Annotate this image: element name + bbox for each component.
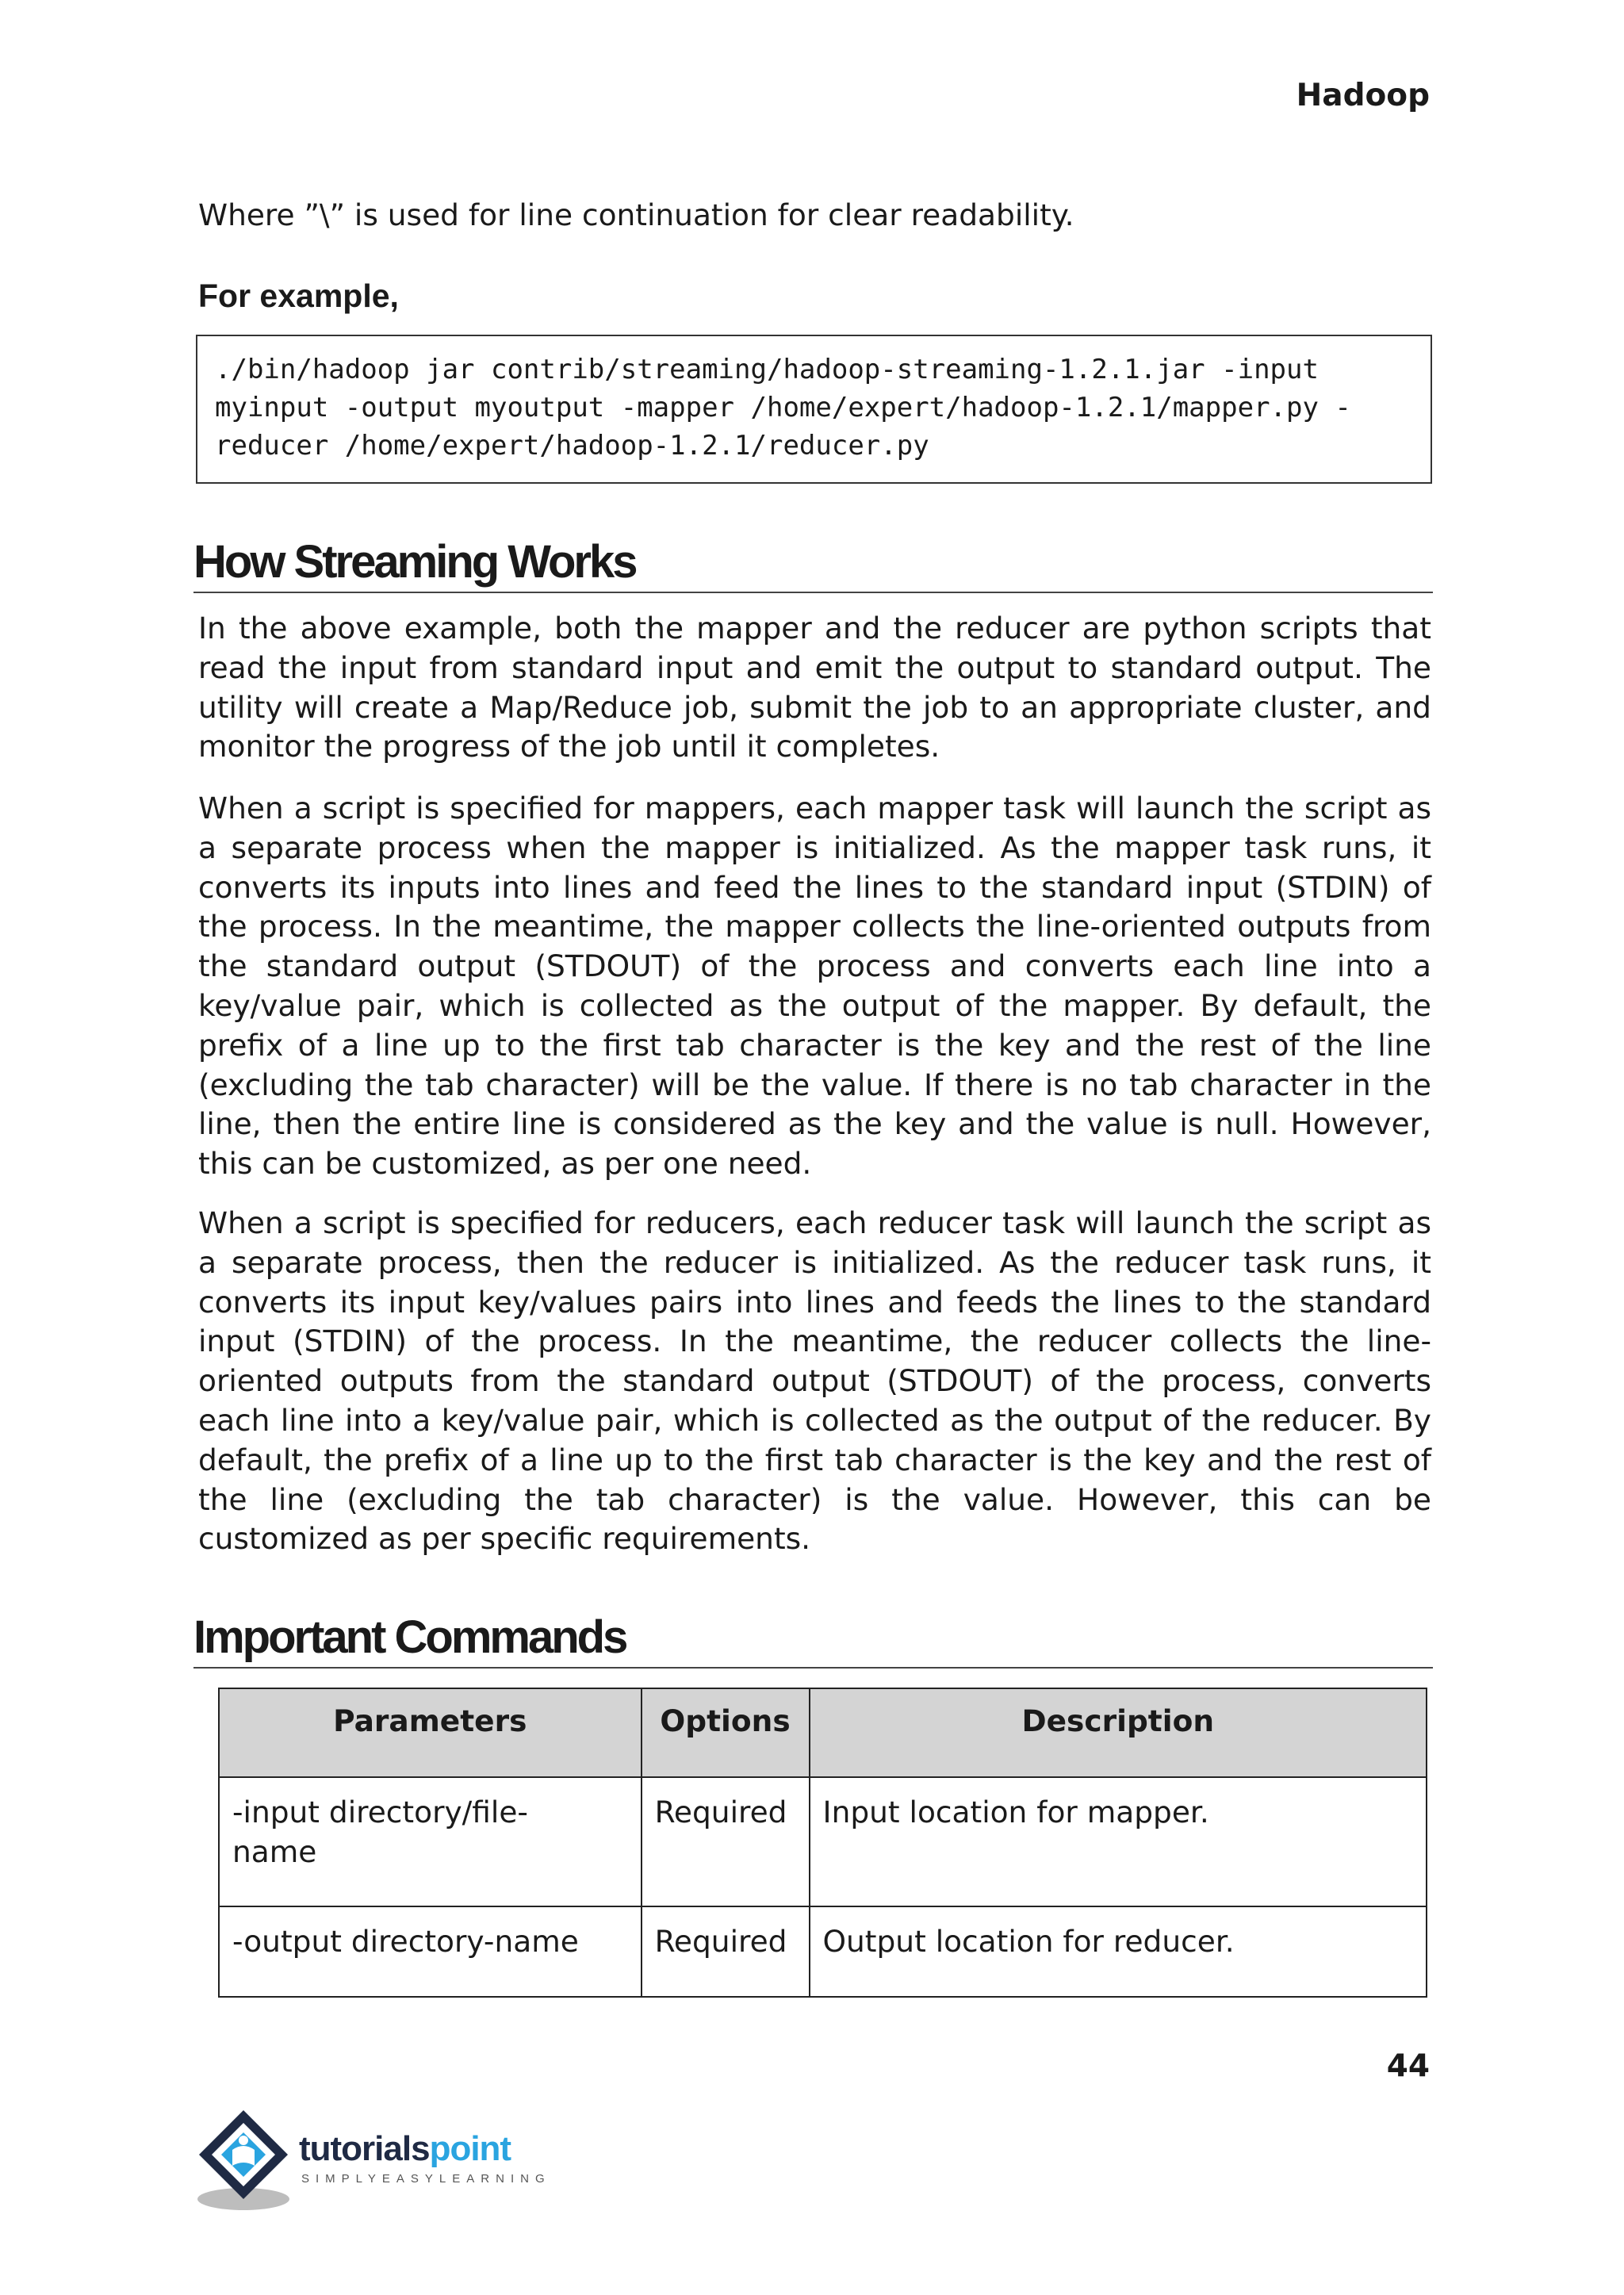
section-heading-streaming: How Streaming Works	[193, 534, 1433, 593]
column-header: Parameters	[219, 1688, 642, 1777]
table-cell: -input directory/file-name	[219, 1777, 642, 1906]
paragraph-1: In the above example, both the mapper and the reducer are python scripts that read the input from standard input and emit the output to standard output. The utility will create a Map/Reduce job, submit the job to an appropriate cluster, and monitor the progress of the job until it completes.	[198, 611, 1431, 764]
table-cell: Required	[642, 1777, 810, 1906]
logo-wordmark: tutorialspoint	[299, 2129, 511, 2168]
paragraph-3: When a script is specified for reducers, each reducer task will launch the script as a separate process, then the reducer is initialized. As the reducer task runs, it converts its input key/values pairs into lines and feeds the lines to the standard input (STDIN) of the process. In the meantime, the reducer collects the line-oriented outputs from the standard output (STDOUT) of the process, converts each line into a key/value pair, which is collected as the output of the reducer. By default, the prefix of a line up to the first tab character is the key and the rest of the line (excluding the tab character) is the value. However, this can be customized as per specific requirements.	[198, 1205, 1431, 1557]
table-cell: -output directory-name	[219, 1906, 642, 1997]
page-number: 44	[1386, 2048, 1430, 2084]
paragraph-2: When a script is specified for mappers, each mapper task will launch the script as a separate process when the mapper is initialized. As the mapper task runs, it converts its inputs into lines and feed the lines to the standard input (STDIN) of the process. In the meantime, the mapper collects the line-oriented outputs from the standard output (STDOUT) of the process and converts each line into a key/value pair, which is collected as the output of the mapper. By default, the prefix of a line up to the first tab character is the key and the rest of the line (excluding the tab character) will be the value. If there is no tab character in the line, then the entire line is considered as the key and the value is null. However, this can be customized, as per one need.	[198, 791, 1431, 1182]
column-header: Options	[642, 1688, 810, 1777]
table-row	[219, 1906, 1427, 1997]
code-block: ./bin/hadoop jar contrib/streaming/hadoop-streaming-1.2.1.jar -input myinput -output myoutput -mapper /home/expert/hadoop-1.2.1/mapper.py - reducer /home/expert/hadoop-1.2.1/reducer.py	[196, 335, 1432, 484]
table-cell: Output location for reducer.	[810, 1906, 1427, 1997]
commands-table	[218, 1688, 1427, 1998]
table-header-row	[219, 1688, 1427, 1777]
table-row	[219, 1777, 1427, 1906]
tutorialspoint-logo	[194, 2105, 575, 2216]
running-header-title: Hadoop	[1296, 78, 1430, 113]
logo-tagline: SIMPLYEASYLEARNING	[301, 2172, 551, 2186]
table-cell: Required	[642, 1906, 810, 1997]
logo-diamond-icon	[194, 2105, 305, 2216]
column-header: Description	[810, 1688, 1427, 1777]
table-cell: Input location for mapper.	[810, 1777, 1427, 1906]
example-label: For example,	[198, 278, 399, 314]
intro-text: Where ”\” is used for line continuation for clear readability.	[198, 197, 1074, 232]
section-heading-commands: Important Commands	[193, 1610, 1433, 1669]
